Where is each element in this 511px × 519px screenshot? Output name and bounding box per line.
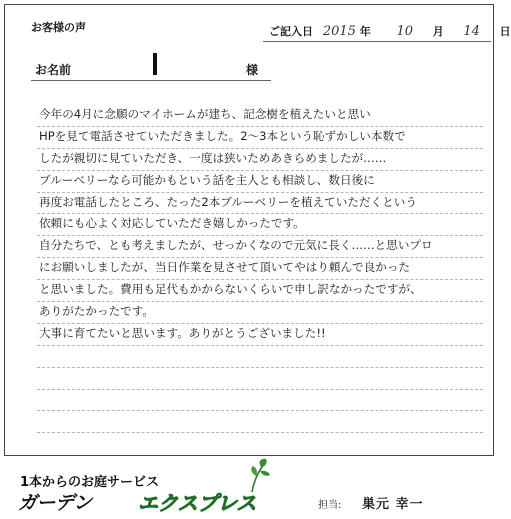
letter-line: [37, 346, 483, 368]
leaf-sprout-icon: [246, 458, 272, 498]
letter-line: と思いました。費用も足代もかからないくらいで申し訳なかったですが、: [37, 280, 483, 302]
date-day: 14: [463, 24, 480, 39]
letter-line: ブルーベリーなら可能かもという話を主人とも相談し、数日後に: [37, 171, 483, 193]
staff-name: 巣元 幸一: [362, 497, 424, 512]
date-prefix: ご記入日: [269, 25, 313, 38]
form-header-label: お客様の声: [31, 21, 86, 34]
letter-line: ありがたかったです。: [37, 302, 483, 324]
letter-line: にお願いしましたが、当日作業を見させて頂いてやはり頼んで良かった: [37, 258, 483, 280]
letter-line: したが親切に見ていただき、一度は狭いためあきらめましたが……: [37, 149, 483, 171]
staff-label: 担当:: [318, 500, 342, 511]
name-label: お名前: [35, 63, 72, 77]
name-underline: [31, 80, 271, 81]
letter-line: [37, 368, 483, 390]
date-row: [269, 23, 511, 39]
date-month: 10: [396, 24, 414, 39]
letter-line: HPを見て電話させていただきました。2〜3本という恥ずかしい本数で: [37, 127, 483, 149]
date-day-unit: 日: [499, 25, 511, 38]
name-suffix: 様: [246, 63, 259, 77]
footer-subtitle: 1本からのお庭サービス: [20, 475, 160, 490]
letter-line: 今年の4月に念願のマイホームが建ち、記念樹を植えたいと思い: [37, 105, 483, 127]
handwritten-letter: [37, 105, 483, 433]
date-underline: [263, 41, 491, 42]
name-redaction-mark: [153, 53, 157, 75]
letter-line: 大事に育てたいと思います。ありがとうございました!!: [37, 324, 483, 346]
brand-name-main: ガーデン: [18, 492, 92, 514]
testimonial-card: [4, 4, 511, 456]
brand-name-accent: エクスプレス: [138, 491, 257, 515]
letter-line: [37, 411, 483, 433]
letter-line: 自分たちで、とも考えましたが、せっかくなので元気に長く……と思いプロ: [37, 236, 483, 258]
date-year-unit: 年: [359, 25, 371, 38]
letter-line: 依頼にも心よく対応していただき嬉しかったです。: [37, 214, 483, 236]
letter-line: [37, 390, 483, 412]
date-year: 2015: [322, 24, 356, 39]
date-month-unit: 月: [432, 25, 444, 38]
letter-line: 再度お電話したところ、たった2本ブルーベリーを植えていただくという: [37, 193, 483, 215]
